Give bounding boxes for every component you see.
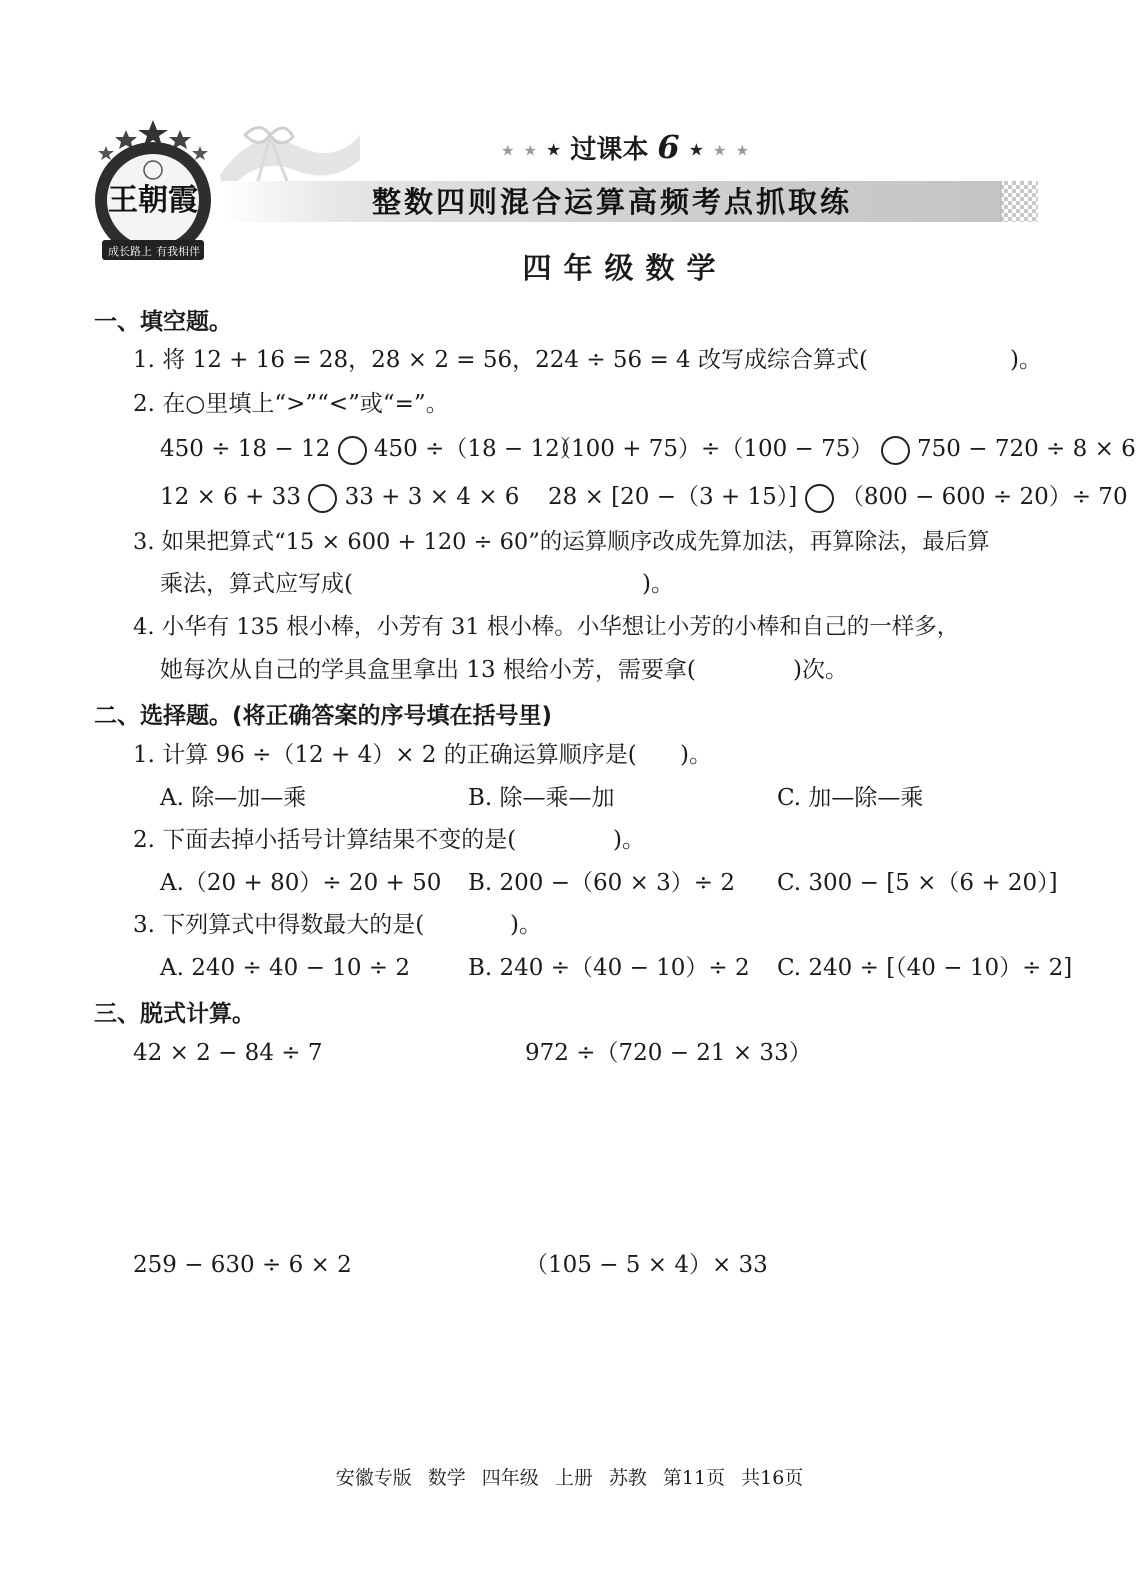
q4-line2-end: )次。: [793, 657, 848, 683]
s2-q3-option-b[interactable]: B. 240 ÷（40 − 10）÷ 2: [468, 955, 750, 981]
compare-circle[interactable]: [308, 484, 337, 513]
calc-problem-4: （105 − 5 × 4）× 33: [525, 1252, 768, 1278]
compare-row-1b: （100 + 75）÷（100 − 75） 750 − 720 ÷ 8 × 6: [548, 434, 1136, 465]
compare-row-2b: 28 × [20 −（3 + 15）] （800 − 600 ÷ 20）÷ 70: [548, 482, 1128, 513]
s2-q3-end: )。: [510, 912, 542, 938]
q3-line2-end: )。: [642, 571, 674, 597]
s2-q2-option-b[interactable]: B. 200 −（60 × 3）÷ 2: [468, 870, 736, 896]
s2-q1-option-c[interactable]: C. 加—除—乘: [777, 785, 924, 811]
q1-text: 1. 将 12 + 16 = 28，28 × 2 = 56，224 ÷ 56 = 4 改写成综合算式(: [133, 347, 868, 373]
s2-q1-option-b[interactable]: B. 除—乘—加: [468, 785, 615, 811]
section3-title: 三、脱式计算。: [94, 1001, 255, 1027]
s2-q3-option-a[interactable]: A. 240 ÷ 40 − 10 ÷ 2: [160, 955, 410, 981]
star-icon: ★: [546, 140, 562, 161]
s2-q2-text: 2. 下面去掉小括号计算结果不变的是(: [133, 827, 517, 853]
brand-logo: [88, 118, 218, 268]
section1-title: 一、填空题。: [94, 309, 232, 335]
page-footer: 安徽专版 数学 四年级 上册 苏教 第11页 共16页: [335, 1467, 804, 1489]
svg-text:有我相伴: 有我相伴: [156, 245, 200, 258]
star-icon: ★: [523, 141, 537, 160]
subject-title: 四年级数学: [522, 251, 728, 285]
compare-row-2a: 12 × 6 + 33 33 + 3 × 4 × 6: [160, 482, 519, 513]
banner-number: 6: [657, 128, 680, 166]
logo-brand-text: 王朝霞: [108, 183, 198, 218]
star-icon: ★: [500, 141, 515, 160]
q2-text: 2. 在○里填上“>”“<”或“=”。: [133, 391, 449, 417]
s2-q1-option-a[interactable]: A. 除—加—乘: [160, 785, 307, 811]
compare-row-1a: 450 ÷ 18 − 12 450 ÷（18 − 12）: [160, 434, 583, 465]
calc-problem-3: 259 − 630 ÷ 6 × 2: [133, 1252, 352, 1278]
star-icon: ★: [735, 141, 750, 160]
star-icon: ★: [688, 140, 704, 161]
compare-circle[interactable]: [338, 436, 367, 465]
q1-end: )。: [1010, 347, 1042, 373]
q3-line1: 3. 如果把算式“15 × 600 + 120 ÷ 60”的运算顺序改成先算加法，再算除法，最后算: [133, 529, 990, 555]
s2-q1-end: )。: [680, 742, 712, 768]
q4-line2-start: 她每次从自己的学具盒里拿出 13 根给小芳，需要拿(: [160, 657, 696, 683]
q3-line2-start: 乘法，算式应写成(: [160, 571, 353, 597]
calc-problem-1: 42 × 2 − 84 ÷ 7: [133, 1040, 323, 1066]
s2-q3-option-c[interactable]: C. 240 ÷ [（40 − 10）÷ 2]: [777, 955, 1073, 981]
calc-problem-2: 972 ÷（720 − 21 × 33）: [525, 1040, 812, 1066]
banner-title: [500, 130, 750, 168]
q4-line1: 4. 小华有 135 根小棒，小芳有 31 根小棒。小华想让小芳的小棒和自己的一样多，: [133, 614, 960, 640]
s2-q2-option-c[interactable]: C. 300 − [5 ×（6 + 20）]: [777, 870, 1058, 896]
banner-checker-pattern: [1000, 181, 1038, 222]
s2-q3-text: 3. 下列算式中得数最大的是(: [133, 912, 425, 938]
star-icon: ★: [713, 141, 727, 160]
compare-circle[interactable]: [805, 484, 834, 513]
banner-title-text: 过课本: [570, 135, 649, 165]
section2-title: 二、选择题。(将正确答案的序号填在括号里): [94, 703, 553, 729]
s2-q1-text: 1. 计算 96 ÷（12 + 4）× 2 的正确运算顺序是(: [133, 742, 637, 768]
s2-q2-option-a[interactable]: A.（20 + 80）÷ 20 + 50: [160, 870, 442, 896]
svg-text:成长路上: 成长路上: [108, 245, 152, 258]
compare-circle[interactable]: [881, 436, 910, 465]
banner-subtitle: 整数四则混合运算高频考点抓取练: [371, 185, 852, 219]
s2-q2-end: )。: [613, 827, 645, 853]
